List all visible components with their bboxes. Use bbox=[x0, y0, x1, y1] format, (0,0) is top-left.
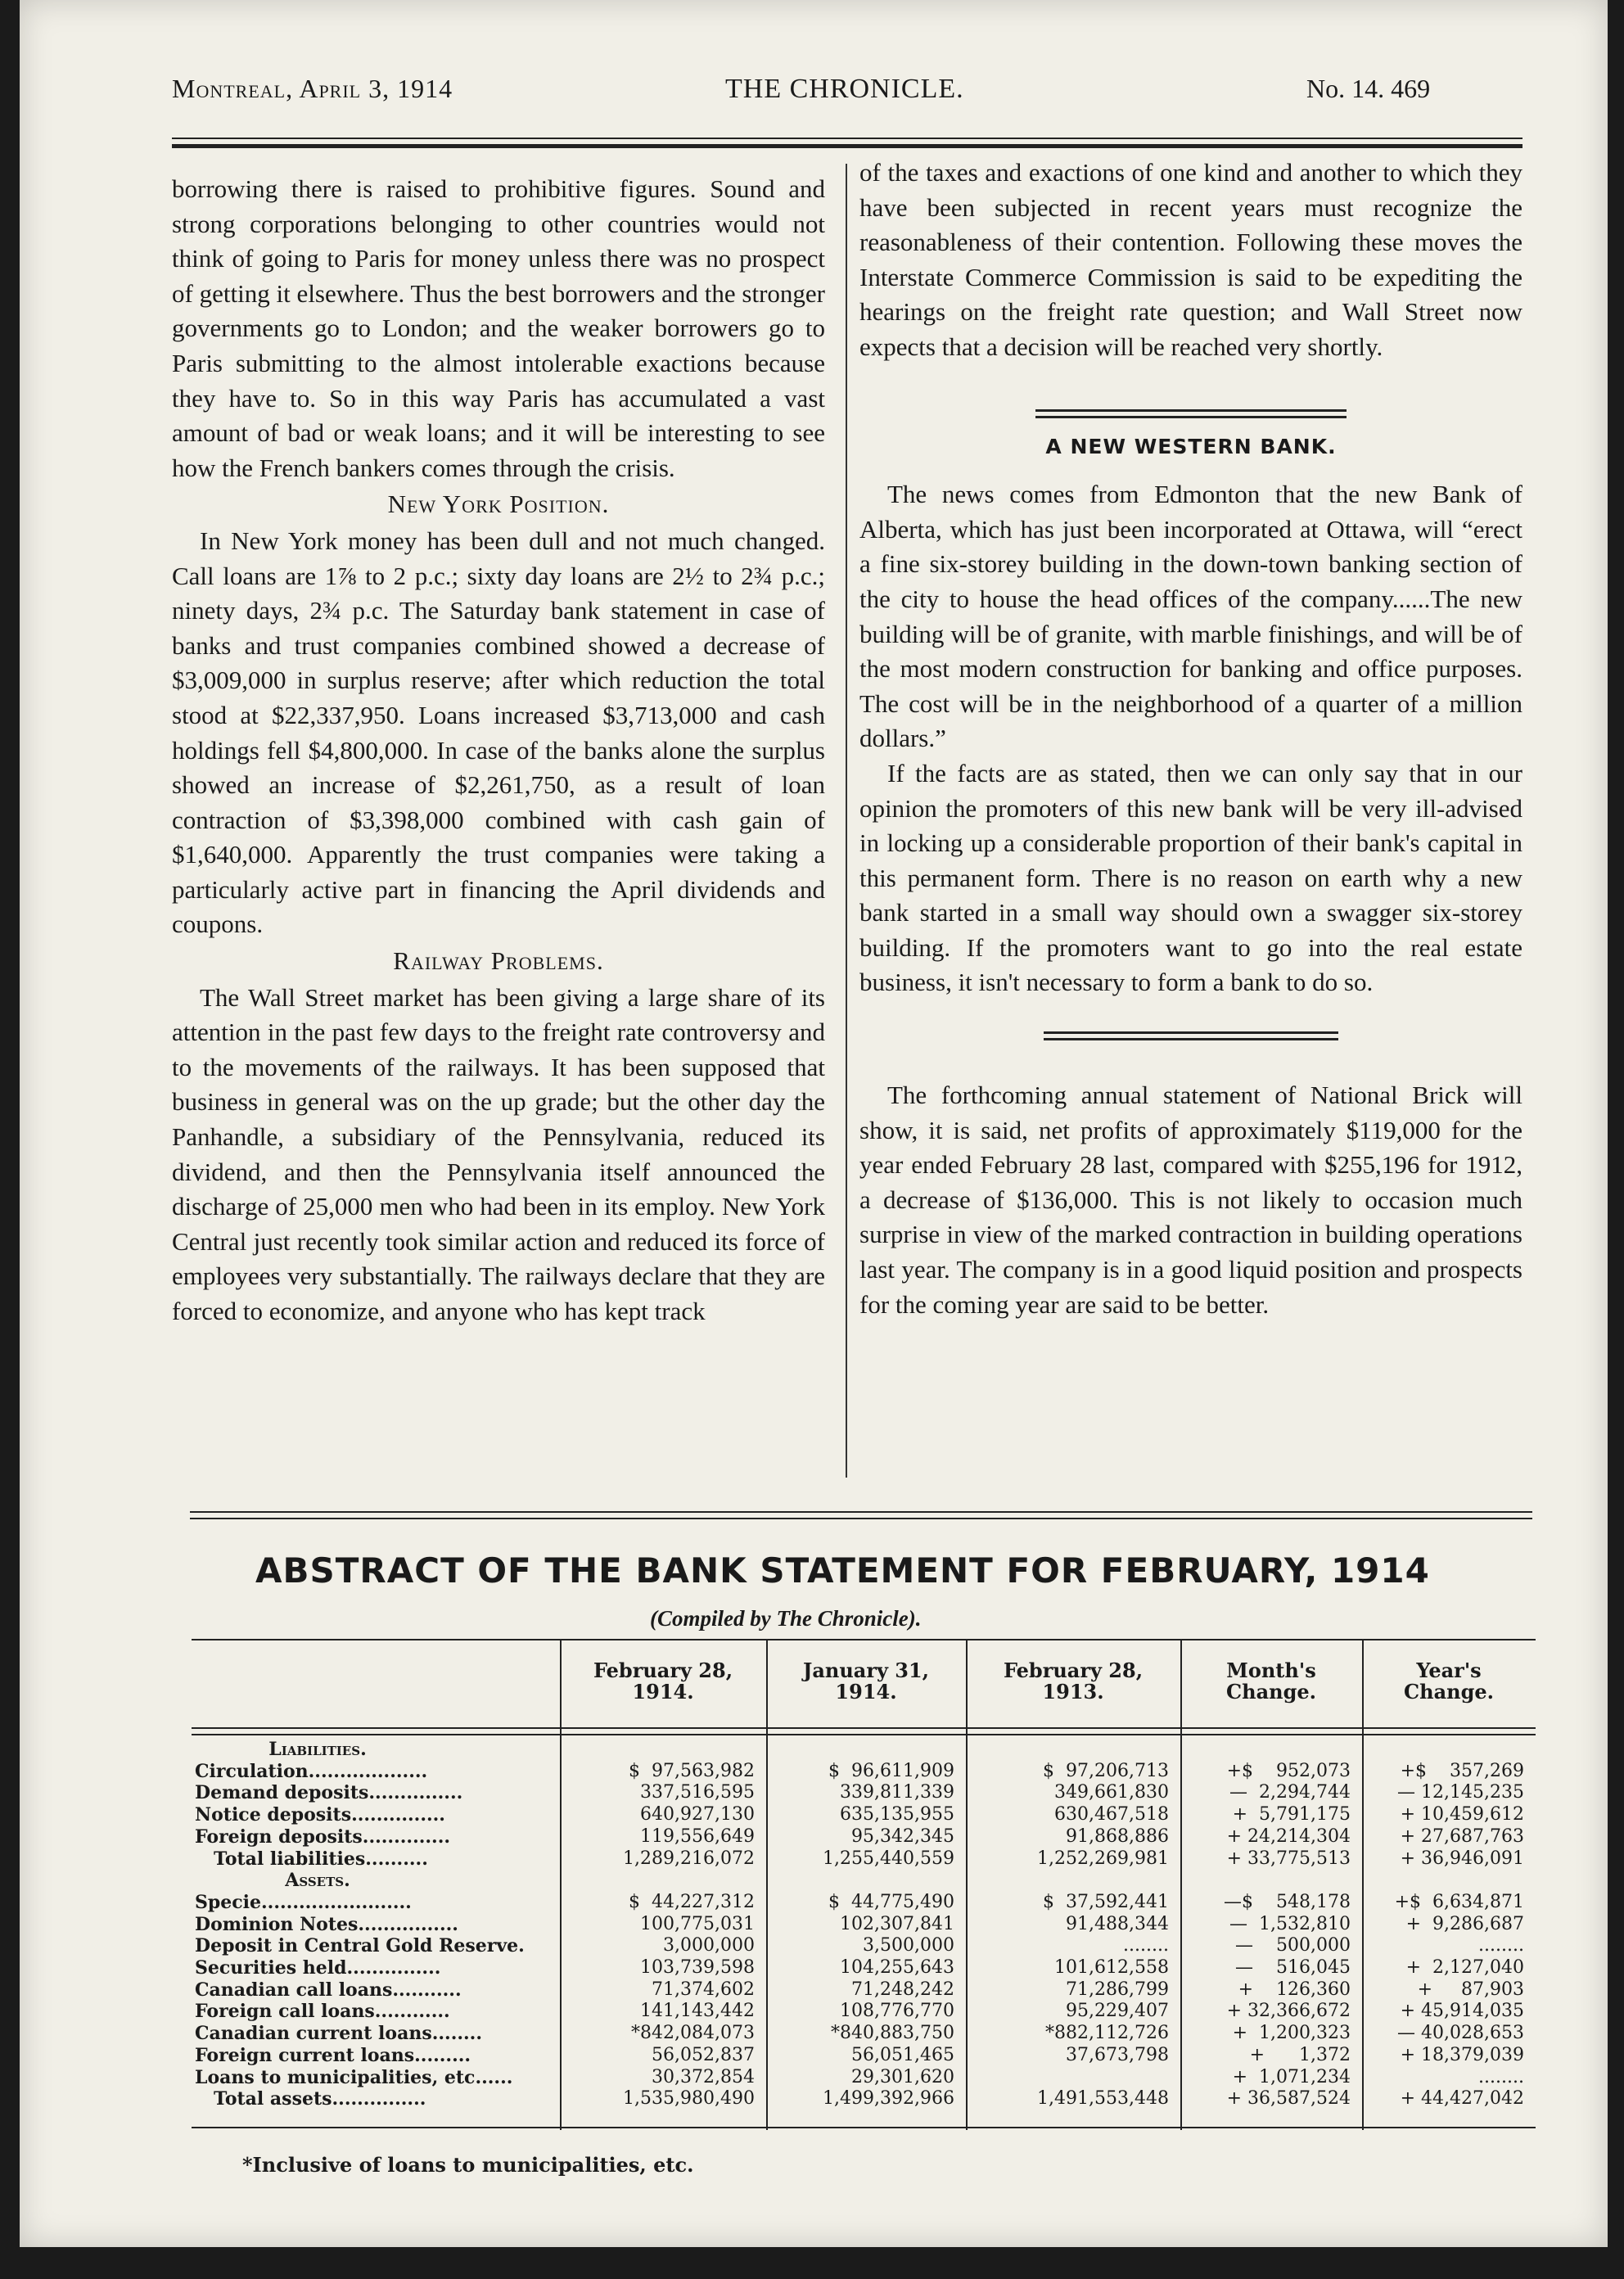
table-cell: 30,372,854 bbox=[652, 2066, 755, 2087]
article-paragraph: In New York money has been dull and not much changed. Call loans are 1⅞ to 2 p.c.; sixty day loans are 2½ to 2¾ p.c.; ninety days, 2¾ p.c. The Saturday bank statement in case of banks and trust companies combined showed a decrease of $3,009,000 in surplus reserve; after which reduction the total stood at $22,337,950. Loans increased $3,713,000 and cash holdings fell $4,800,000. In case of the banks alone the surplus showed an increase of $2,261,750, as a result of loan contraction of $3,398,000 combined with cash gain of $1,640,000. Apparently the trust companies were taking a particularly active part in financing the April dividends and coupons. bbox=[172, 526, 825, 939]
column-rule bbox=[966, 1639, 968, 2130]
table-cell: 1,535,980,490 bbox=[623, 2088, 755, 2110]
column-rule bbox=[1362, 1639, 1364, 2130]
table-cell: $ 97,563,982 bbox=[629, 1760, 755, 1781]
table-cell: +$ 357,269 bbox=[1400, 1760, 1524, 1781]
table-header-rule bbox=[192, 1727, 1536, 1729]
table-cell: 104,255,643 bbox=[840, 1957, 954, 1978]
table-cell: + 126,360 bbox=[1238, 1979, 1351, 2000]
continued-paragraph: of the taxes and exactions of one kind and another to which they have been subjected in recent years must recognize the reasonableness of their contention. Following these moves the Interstate Commerce Commission is said to be expediting the hearings on the freight rate question; and Wall Street now expects that a decision will be reached very shortly. bbox=[859, 158, 1522, 361]
table-cell: 337,516,595 bbox=[640, 1782, 755, 1803]
table-section-row bbox=[192, 1739, 1536, 1760]
column-rule bbox=[766, 1639, 768, 2130]
section-subhead: New York Position. bbox=[387, 490, 610, 519]
table-row bbox=[192, 2088, 1536, 2110]
table-cell: $ 37,592,441 bbox=[1043, 1891, 1169, 1912]
table-header-rule bbox=[192, 1639, 1536, 1640]
table-cell: $ 44,227,312 bbox=[629, 1891, 755, 1912]
table-cell: + 27,687,763 bbox=[1400, 1825, 1524, 1847]
table-footnote: *Inclusive of loans to municipalities, etc. bbox=[242, 2153, 694, 2177]
table-cell: +$ 952,073 bbox=[1226, 1760, 1351, 1781]
column-header: Month's Change. bbox=[1226, 1658, 1316, 1704]
table-cell: +$ 6,634,871 bbox=[1394, 1891, 1524, 1912]
table-row bbox=[192, 1979, 1536, 2001]
table-cell: + 5,791,175 bbox=[1232, 1804, 1351, 1825]
table-cell: 71,248,242 bbox=[851, 1979, 954, 2000]
table-header-rule bbox=[192, 1734, 1536, 1735]
table-row bbox=[192, 1761, 1536, 1782]
dateline: Montreal, April 3, 1914 bbox=[172, 74, 453, 103]
article-heading: A NEW WESTERN BANK. bbox=[1045, 434, 1337, 458]
table-cell: 1,252,269,981 bbox=[1037, 1848, 1169, 1869]
table-title: ABSTRACT OF THE BANK STATEMENT FOR FEBRUARY, 1914 bbox=[255, 1550, 1430, 1591]
column-header: February 28, 1914. bbox=[593, 1658, 733, 1704]
table-cell: 91,868,886 bbox=[1066, 1825, 1169, 1847]
table-cell: — 12,145,235 bbox=[1397, 1782, 1524, 1803]
row-label: Foreign deposits.............. bbox=[195, 1825, 451, 1848]
row-label: Total assets............... bbox=[195, 2088, 426, 2110]
table-cell: + 36,946,091 bbox=[1400, 1848, 1524, 1869]
table-row bbox=[192, 2045, 1536, 2066]
table-cell: 103,739,598 bbox=[640, 1957, 755, 1978]
row-label: Specie........................ bbox=[195, 1891, 412, 1913]
row-label: Total liabilities.......... bbox=[195, 1848, 428, 1870]
section-ornament-rule bbox=[1044, 1031, 1338, 1040]
header-rule-thick bbox=[172, 144, 1522, 148]
table-row bbox=[192, 2067, 1536, 2088]
table-cell: $ 44,775,490 bbox=[828, 1891, 954, 1912]
table-cell: 119,556,649 bbox=[640, 1825, 755, 1847]
table-cell: 91,488,344 bbox=[1066, 1913, 1169, 1934]
table-cell: $ 97,206,713 bbox=[1043, 1760, 1169, 1781]
table-cell: + 1,200,323 bbox=[1232, 2023, 1351, 2044]
table-cell: — 40,028,653 bbox=[1397, 2023, 1524, 2044]
table-cell: 1,255,440,559 bbox=[823, 1848, 954, 1869]
left-column bbox=[172, 172, 825, 1329]
table-row bbox=[192, 1848, 1536, 1870]
row-label: Foreign call loans............ bbox=[195, 2001, 450, 2023]
table-cell: 100,775,031 bbox=[640, 1913, 755, 1934]
table-cell: 640,927,130 bbox=[640, 1804, 755, 1825]
table-cell: 3,500,000 bbox=[863, 1935, 954, 1956]
table-cell: *842,084,073 bbox=[631, 2023, 755, 2044]
article-paragraph: If the facts are as stated, then we can only say that in our opinion the promoters of this new bank will be very ill-advised in locking up a considerable proportion of their bank's capital in this permanent form. There is no reason on earth why a new bank started in a small way should own a swagger six-storey building. If the promoters want to go into the real estate business, it isn't necessary to form a bank to do so. bbox=[859, 758, 1522, 997]
table-cell: + 87,903 bbox=[1417, 1979, 1524, 2000]
right-column bbox=[859, 156, 1522, 1322]
table-cell: 1,499,392,966 bbox=[823, 2088, 954, 2110]
header-rule-thin bbox=[172, 138, 1522, 139]
table-cell: + 45,914,035 bbox=[1400, 2001, 1524, 2022]
newspaper-page bbox=[20, 0, 1608, 2247]
row-label: Dominion Notes................ bbox=[195, 1913, 458, 1935]
table-row bbox=[192, 2023, 1536, 2044]
table-cell: 37,673,798 bbox=[1066, 2044, 1169, 2065]
table-cell: 71,286,799 bbox=[1066, 1979, 1169, 2000]
row-label: Notice deposits............... bbox=[195, 1804, 445, 1826]
table-cell: 3,000,000 bbox=[663, 1935, 755, 1956]
row-label: Deposit in Central Gold Reserve. bbox=[195, 1935, 525, 1957]
table-row bbox=[192, 1914, 1536, 1935]
issue-page-number: No. 14. 469 bbox=[1306, 74, 1431, 103]
table-cell: $ 96,611,909 bbox=[828, 1760, 954, 1781]
table-cell: 95,342,345 bbox=[851, 1825, 954, 1847]
masthead: THE CHRONICLE. bbox=[725, 74, 964, 104]
table-cell: + 36,587,524 bbox=[1226, 2088, 1351, 2110]
table-cell: 349,661,830 bbox=[1054, 1782, 1169, 1803]
table-row bbox=[192, 1804, 1536, 1825]
table-cell: — 2,294,744 bbox=[1229, 1782, 1351, 1803]
column-rule bbox=[1180, 1639, 1182, 2130]
table-subtitle: (Compiled by The Chronicle). bbox=[650, 1606, 922, 1631]
table-cell: + 1,071,234 bbox=[1232, 2066, 1351, 2087]
table-cell: + 33,775,513 bbox=[1226, 1848, 1351, 1869]
table-cell: + 24,214,304 bbox=[1226, 1825, 1351, 1847]
table-bottom-rule bbox=[192, 2127, 1536, 2128]
table-cell: *882,112,726 bbox=[1045, 2023, 1169, 2044]
row-label: Circulation................... bbox=[195, 1760, 428, 1782]
column-divider bbox=[846, 164, 847, 1478]
row-label: Foreign current loans......... bbox=[195, 2044, 471, 2066]
table-cell: + 10,459,612 bbox=[1400, 1804, 1524, 1825]
table-cell: 29,301,620 bbox=[851, 2066, 954, 2087]
row-label: Canadian current loans........ bbox=[195, 2023, 482, 2045]
table-row bbox=[192, 1826, 1536, 1848]
table-cell: 108,776,770 bbox=[840, 2001, 954, 2022]
article-paragraph: The news comes from Edmonton that the new Bank of Alberta, which has just been incorporated at Ottawa, will “erect a fine six-storey building in the down-town banking section of the city to house the head offices of the company......The new building will be of granite, with marble finishings, and will be of the most modern construction for banking and office purposes. The cost will be in the neighborhood of a quarter of a million dollars.” bbox=[859, 480, 1522, 753]
table-cell: 1,491,553,448 bbox=[1037, 2088, 1169, 2110]
article-paragraph: borrowing there is raised to prohibitive figures. Sound and strong corporations belonging to other countries would not think of going to Paris for money unless there was no prospect of getting it elsewhere. Thus the best borrowers and the stronger governments go to London; and the weaker borrowers go to Paris submitting to the almost intolerable exactions because they have to. So in this way Paris has accumulated a vast amount of bad or weak loans; and it will be interesting to see how the French bankers comes through the crisis. bbox=[172, 174, 825, 482]
table-cell: ........ bbox=[1478, 2066, 1524, 2087]
table-cell: + 44,427,042 bbox=[1400, 2088, 1524, 2110]
row-label: Assets. bbox=[285, 1870, 350, 1892]
table-cell: 56,052,837 bbox=[652, 2044, 755, 2065]
table-cell: + 18,379,039 bbox=[1400, 2044, 1524, 2065]
table-cell: *840,883,750 bbox=[831, 2023, 954, 2044]
section-ornament-rule bbox=[1035, 409, 1347, 418]
table-row bbox=[192, 1892, 1536, 1913]
table-cell: ........ bbox=[1478, 1935, 1524, 1956]
table-cell: + 9,286,687 bbox=[1405, 1913, 1524, 1934]
table-row bbox=[192, 2001, 1536, 2022]
table-cell: 339,811,339 bbox=[840, 1782, 954, 1803]
row-label: Demand deposits............... bbox=[195, 1782, 463, 1804]
table-row bbox=[192, 1935, 1536, 1956]
section-subhead: Railway Problems. bbox=[393, 946, 604, 976]
row-label: Loans to municipalities, etc...... bbox=[195, 2066, 513, 2088]
row-label: Liabilities. bbox=[268, 1739, 367, 1760]
table-cell: 630,467,518 bbox=[1054, 1804, 1169, 1825]
column-rule bbox=[560, 1639, 562, 2130]
table-cell: 71,374,602 bbox=[652, 1979, 755, 2000]
row-label: Canadian call loans........... bbox=[195, 1979, 462, 2001]
table-cell: 635,135,955 bbox=[840, 1804, 954, 1825]
column-header: January 31, 1914. bbox=[802, 1658, 930, 1704]
table-cell: — 516,045 bbox=[1235, 1957, 1351, 1978]
table-cell: 102,307,841 bbox=[840, 1913, 954, 1934]
table-cell: 95,229,407 bbox=[1066, 2001, 1169, 2022]
table-cell: — 1,532,810 bbox=[1229, 1913, 1351, 1934]
column-header: February 28, 1913. bbox=[1003, 1658, 1144, 1704]
table-cell: + 2,127,040 bbox=[1405, 1957, 1524, 1978]
table-top-rule bbox=[190, 1511, 1532, 1513]
article-paragraph: The Wall Street market has been giving a large share of its attention in the past few days to the freight rate controversy and to the movements of the railways. It has been supposed that business in general was on the up grade; but the other day the Panhandle, a subsidiary of the Pennsylvania, reduced its dividend, and then the Pennsylvania itself announced the discharge of 25,000 men who had been in its employ. New York Central just recently took similar action and reduced its force of employees very substantially. The railways declare that they are forced to economize, and anyone who has kept track bbox=[172, 982, 825, 1325]
table-cell: — 500,000 bbox=[1235, 1935, 1351, 1956]
table-cell: 56,051,465 bbox=[851, 2044, 954, 2065]
table-section-row bbox=[192, 1870, 1536, 1891]
table-cell: 141,143,442 bbox=[640, 2001, 755, 2022]
table-cell: ........ bbox=[1123, 1935, 1169, 1956]
column-header: Year's Change. bbox=[1404, 1658, 1494, 1704]
table-cell: + 1,372 bbox=[1249, 2044, 1351, 2065]
table-cell: + 32,366,672 bbox=[1226, 2001, 1351, 2022]
table-cell: —$ 548,178 bbox=[1224, 1891, 1351, 1912]
row-label: Securities held............... bbox=[195, 1957, 441, 1979]
table-top-rule bbox=[190, 1518, 1532, 1519]
table-row bbox=[192, 1782, 1536, 1803]
table-cell: 1,289,216,072 bbox=[623, 1848, 755, 1869]
table-row bbox=[192, 1957, 1536, 1979]
article-paragraph: The forthcoming annual statement of National Brick will show, it is said, net profits of approximately $119,000 for the year ended February 28 last, compared with $255,196 for 1912, a decrease of $136,000. This is not likely to occasion much surprise in view of the marked contraction in building operations last year. The company is in a good liquid position and prospects for the coming year are said to be better. bbox=[859, 1081, 1522, 1319]
table-cell: 101,612,558 bbox=[1054, 1957, 1169, 1978]
